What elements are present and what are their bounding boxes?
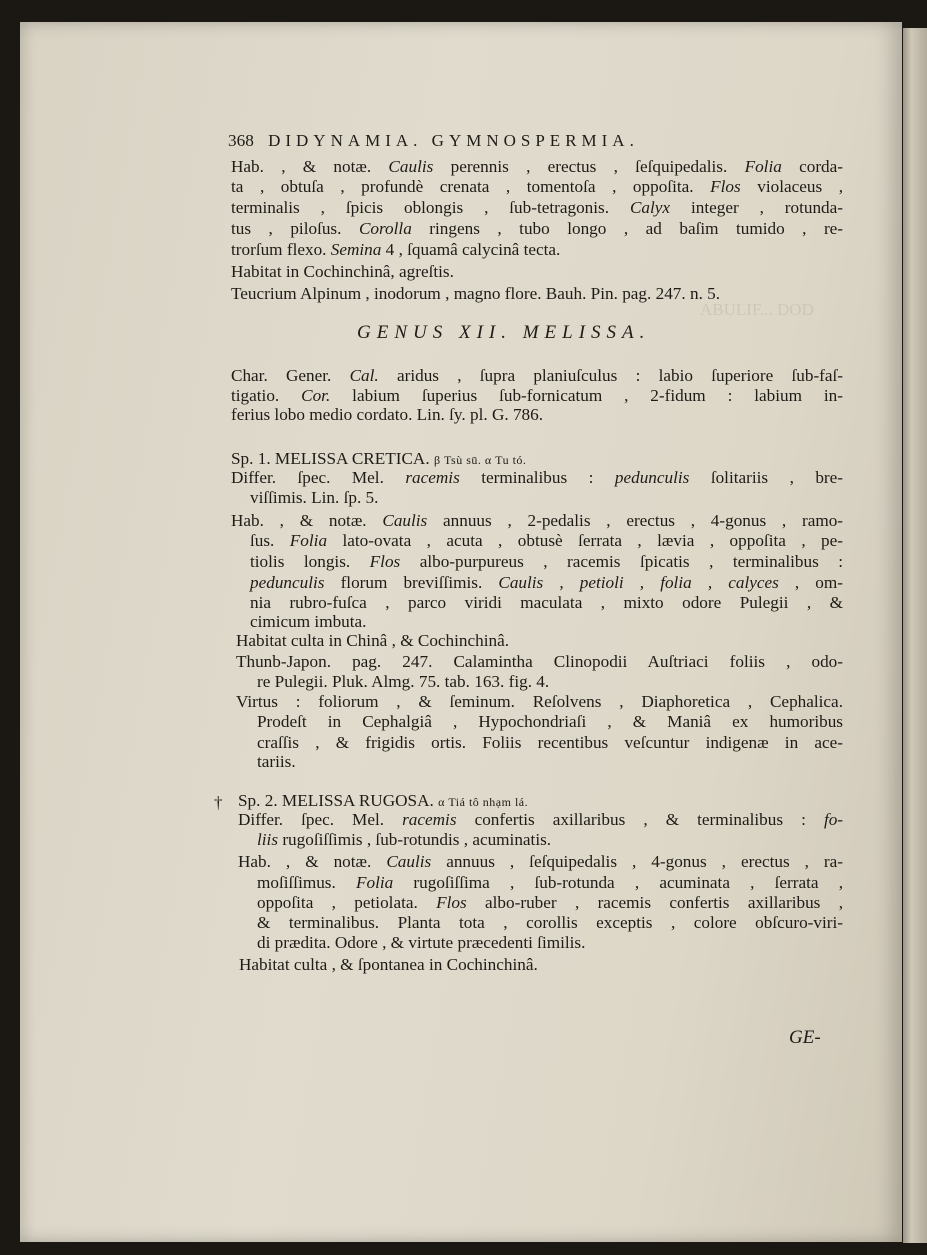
synonym-line: Teucrium Alpinum , inodorum , magno flore. Bauh. Pin. pag. 247. n. 5. <box>231 284 721 303</box>
vernacular-names: β Tsù sū. α Tu tó. <box>433 453 527 467</box>
char-line: tigatio. Cor. labium ſuperius ſub-fornicatum , 2-fidum : labium in- <box>231 386 843 405</box>
char-line: Char. Gener. Cal. aridus , ſupra planiuſculus : labio ſuperiore ſub-faſ- <box>231 366 844 385</box>
vernacular-names: α Tiá tô nhạm lá. <box>438 795 529 809</box>
text-line: tariis. <box>257 752 296 771</box>
habitat-line: Habitat culta , & ſpontanea in Cochinchinâ. <box>239 955 538 974</box>
text-line: tus , piloſus. Corolla ringens , tubo longo , ad baſim tumido , re- <box>231 219 844 238</box>
text-line: Differ. ſpec. Mel. racemis confertis axillaribus , & terminalibus : fo- <box>238 810 844 829</box>
text-line: liis rugoſiſſimis , ſub-rotundis , acuminatis. <box>257 830 552 849</box>
text-line: ta , obtuſa , profundè crenata , tomentoſa , oppoſita. Flos violaceus , <box>231 177 843 196</box>
text-line: nia rubro-fuſca , parco viridi maculata , mixto odore Pulegii , & <box>250 593 843 612</box>
text-line: Virtus : foliorum , & ſeminum. Reſolvens , Diaphoretica , Cephalica. <box>236 692 843 711</box>
header-title: DIDYNAMIA. GYMNOSPERMIA. <box>268 131 639 150</box>
page-number: 368 <box>228 131 254 150</box>
text-line: Thunb-Japon. pag. 247. Calamintha Clinopodii Auſtriaci foliis , odo- <box>236 652 843 671</box>
page-edge <box>903 28 927 1243</box>
catchword: GE- <box>789 1027 821 1048</box>
text-line: di prædita. Odore , & virtute præcedenti ſimilis. <box>257 933 586 952</box>
text-line: terminalis , ſpicis oblongis , ſub-tetragonis. Calyx integer , rotunda- <box>231 198 843 217</box>
habitat-line: Habitat culta in Chinâ , & Cochinchinâ. <box>236 631 510 650</box>
running-header <box>228 131 840 151</box>
text-line: re Pulegii. Pluk. Almg. 75. tab. 163. fig. 4. <box>257 672 550 691</box>
char-line: ferius lobo medio cordato. Lin. ſy. pl. G. 786. <box>231 405 544 424</box>
species-heading <box>238 791 850 812</box>
text-line: moſiſſimus. Folia rugoſiſſima , ſub-rotunda , acuminata , ſerrata , <box>257 873 843 892</box>
text-line: oppoſita , petiolata. Flos albo-ruber , racemis confertis axillaribus , <box>257 893 844 912</box>
text-line: cimicum imbuta. <box>250 612 367 631</box>
text-line: pedunculis florum breviſſimis. Caulis , petioli , folia , calyces , om- <box>250 573 843 592</box>
species-2-title: Sp. 2. MELISSA RUGOSA. <box>238 791 434 810</box>
text-line: craſſis , & frigidis ortis. Foliis recentibus veſcuntur indigenæ in ace- <box>257 733 843 752</box>
species-heading <box>231 449 843 470</box>
text-line: Prodeſt in Cephalgiâ , Hypochondriaſi , & Maniâ ex humoribus <box>257 712 843 731</box>
text-line: Hab. , & notæ. Caulis annuus , ſeſquipedalis , 4-gonus , erectus , ra- <box>238 852 843 871</box>
text-line: trorſum flexo. Semina 4 , ſquamâ calycinâ tecta. <box>231 240 561 259</box>
species-1-title: Sp. 1. MELISSA CRETICA. <box>231 449 430 468</box>
text-line: viſſimis. Lin. ſp. 5. <box>250 488 379 507</box>
text-line: ſus. Folia lato-ovata , acuta , obtusè ſerrata , lævia , oppoſita , pe- <box>250 531 843 550</box>
text-line: & terminalibus. Planta tota , corollis exceptis , colore obſcuro-viri- <box>257 913 843 932</box>
genus-title: GENUS XII. MELISSA. <box>357 322 651 343</box>
text-line: Differ. ſpec. Mel. racemis terminalibus : pedunculis ſolitariis , bre- <box>231 468 843 487</box>
dagger-mark: † <box>214 793 223 812</box>
text-line: tiolis longis. Flos albo-purpureus , racemis ſpicatis , terminalibus : <box>250 552 844 571</box>
habitat-line: Habitat in Cochinchinâ, agreſtis. <box>231 262 454 281</box>
text-line: Hab. , & notæ. Caulis annuus , 2-pedalis , erectus , 4-gonus , ramo- <box>231 511 844 530</box>
text-line: Hab. , & notæ. Caulis perennis , erectus , ſeſquipedalis. Folia corda- <box>231 157 844 176</box>
bleed-through: ABULIF... DOD <box>700 300 814 319</box>
